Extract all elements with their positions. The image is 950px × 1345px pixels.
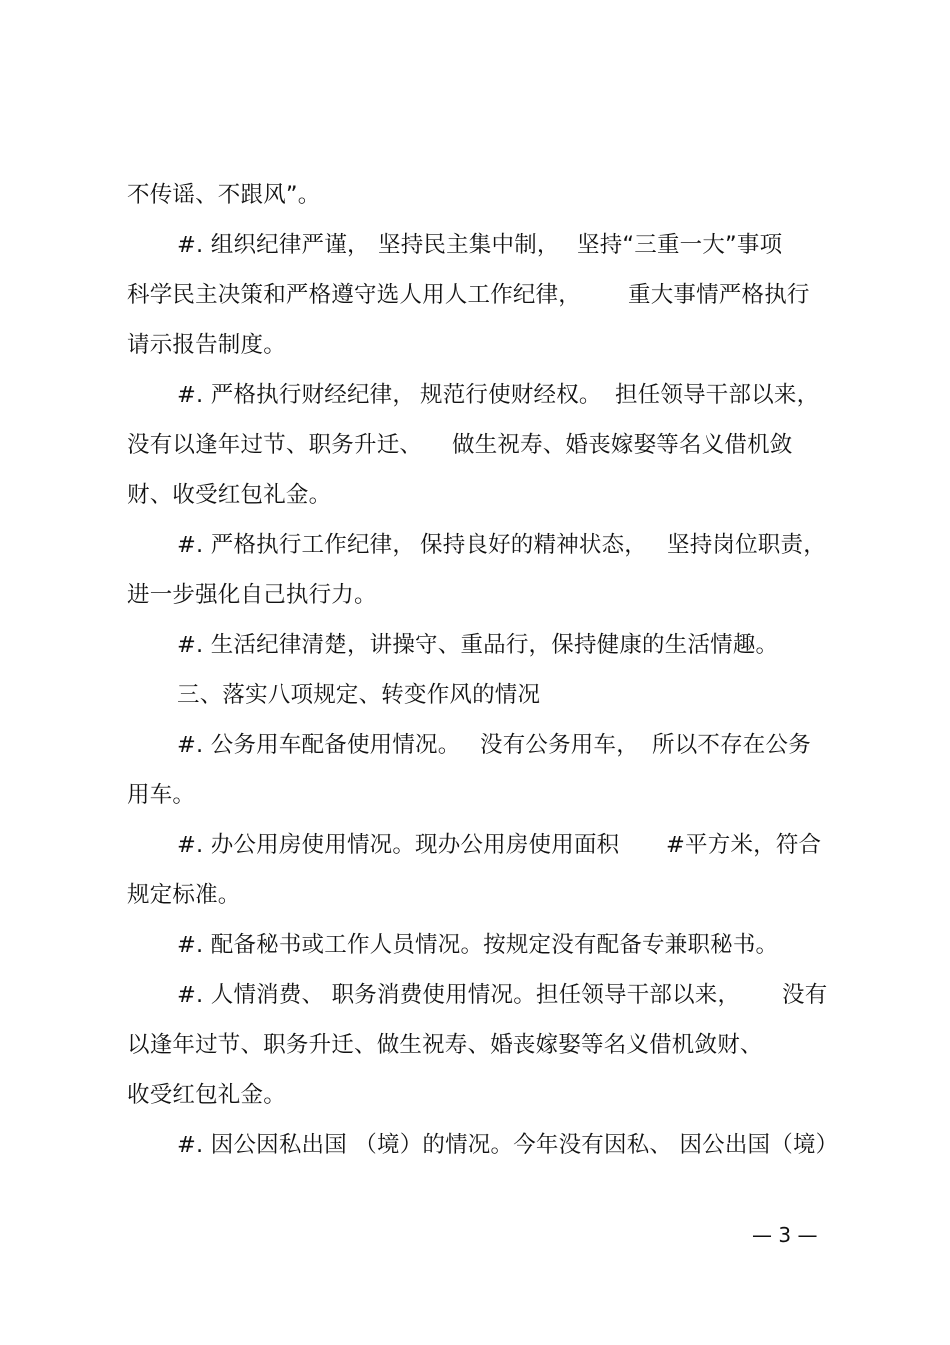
text-run: 进一步强化自己执行力。 xyxy=(127,582,377,608)
text-run: #. 公务用车配备使用情况。 xyxy=(177,732,461,758)
text-run: 以逢年过节、职务升迁、做生祝寿、婚丧嫁娶等名义借机敛财、 xyxy=(127,1032,763,1058)
paragraph-line xyxy=(0,528,950,562)
text-run: 坚持民主集中制， xyxy=(378,232,560,258)
text-run: 重大事情严格执行 xyxy=(628,282,810,308)
paragraph-line xyxy=(0,778,950,812)
text-run: #. 严格执行工作纪律， xyxy=(177,532,416,558)
paragraph-line xyxy=(0,178,950,212)
text-run: #. 组织纪律严谨， xyxy=(177,232,370,258)
text-run: #. 严格执行财经纪律， xyxy=(177,382,416,408)
paragraph-line xyxy=(0,578,950,612)
paragraph-line xyxy=(0,728,950,762)
text-run: #平方米，符合 xyxy=(666,832,822,858)
paragraph-line xyxy=(0,1028,950,1062)
page-number: — 3 — xyxy=(752,1223,818,1247)
text-run: 坚持“三重一大”事项 xyxy=(577,232,783,258)
text-run: 请示报告制度。 xyxy=(127,332,286,358)
text-run: #. 办公用房使用情况。现办公用房使用面积 xyxy=(177,832,620,858)
paragraph-line xyxy=(0,428,950,462)
text-run: #. 因公因私出国 （境）的情况。今年没有因私、 因公出国（境） xyxy=(177,1132,839,1158)
paragraph-line xyxy=(0,1078,950,1112)
section-heading xyxy=(0,678,950,712)
text-run: 所以不存在公务 xyxy=(652,732,811,758)
text-run: #. 人情消费、 职务消费使用情况。担任领导干部以来， xyxy=(177,982,741,1008)
paragraph-line xyxy=(0,378,950,412)
paragraph-line xyxy=(0,228,950,262)
paragraph-line xyxy=(0,828,950,862)
text-run: 规定标准。 xyxy=(127,882,241,908)
text-run: 财、收受红包礼金。 xyxy=(127,482,332,508)
text-run: 科学民主决策和严格遵守选人用人工作纪律， xyxy=(127,282,582,308)
text-run: #. 配备秘书或工作人员情况。按规定没有配备专兼职秘书。 xyxy=(177,932,779,958)
text-run: 没有公务用车， xyxy=(480,732,639,758)
text-run: 担任领导干部以来， xyxy=(615,382,820,408)
paragraph-line xyxy=(0,1128,950,1162)
text-run: 不传谣、不跟风”。 xyxy=(127,182,321,208)
text-run: 收受红包礼金。 xyxy=(127,1082,286,1108)
paragraph-line xyxy=(0,278,950,312)
text-run: 没有 xyxy=(782,982,828,1008)
paragraph-line xyxy=(0,478,950,512)
paragraph-line xyxy=(0,928,950,962)
text-run: 保持良好的精神状态， xyxy=(420,532,648,558)
text-run: 用车。 xyxy=(127,782,196,808)
text-run: 做生祝寿、婚丧嫁娶等名义借机敛 xyxy=(452,432,793,458)
text-run: 没有以逢年过节、职务升迁、 xyxy=(127,432,423,458)
text-run: 三、落实八项规定、转变作风的情况 xyxy=(177,682,541,708)
text-run: 坚持岗位职责， xyxy=(667,532,826,558)
paragraph-line xyxy=(0,628,950,662)
text-run: 规范行使财经权。 xyxy=(420,382,602,408)
paragraph-line xyxy=(0,878,950,912)
paragraph-line xyxy=(0,328,950,362)
text-run: #. 生活纪律清楚，讲操守、重品行，保持健康的生活情趣。 xyxy=(177,632,779,658)
paragraph-line xyxy=(0,978,950,1012)
